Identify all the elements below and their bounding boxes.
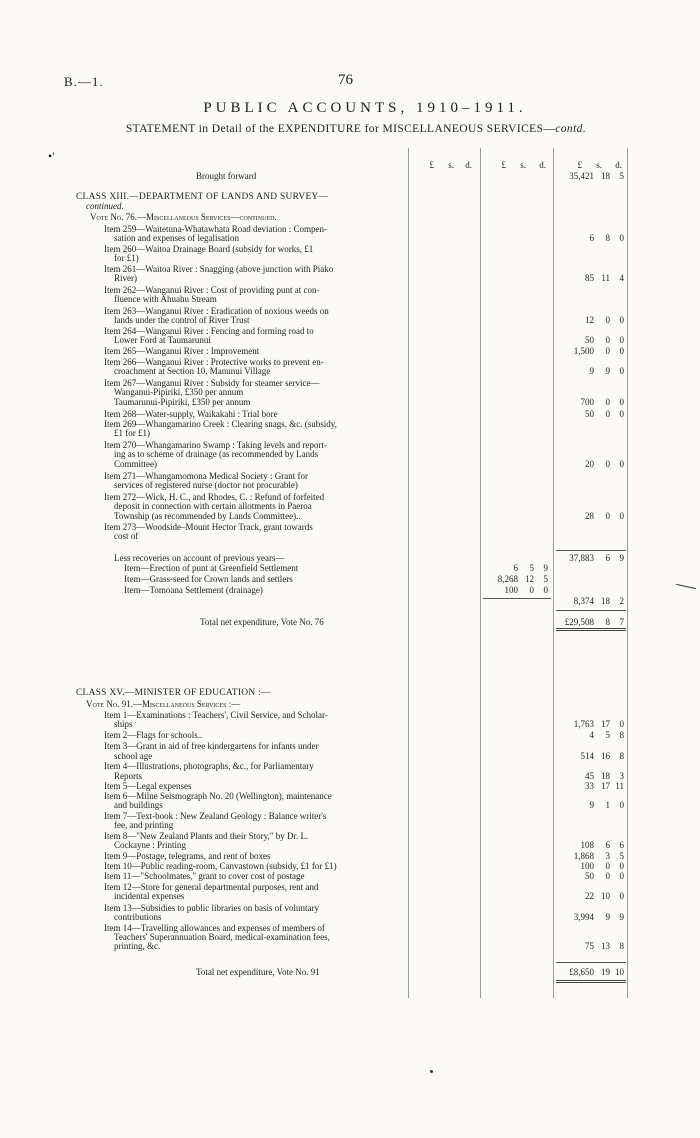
amount-pence: 9 (619, 912, 624, 922)
table-row (0, 596, 700, 607)
row-description: fee, and printing (114, 820, 174, 830)
amount-pounds: 6 (589, 233, 594, 243)
table-row (0, 233, 700, 244)
amount-pence: 11 (615, 781, 624, 791)
amount-pounds: 514 (580, 751, 594, 761)
amount-pence: 0 (619, 800, 624, 810)
row-description: Wanganui-Pipiriki, £350 per annum (114, 387, 244, 397)
amount-pounds: 28 (585, 511, 594, 521)
table-row (0, 699, 700, 710)
amount-shillings: 16 (601, 751, 610, 761)
row-description: £1 for £1) (114, 428, 150, 438)
amount-shillings: 6 (605, 553, 610, 563)
row-description: Item 270—Whangamarino Swamp : Taking levels and report- (104, 440, 327, 450)
amount-shillings: 6 (605, 840, 610, 850)
table-row (0, 820, 700, 831)
row-description: Item 13—Subsidies to public libraries on basis of voluntary (104, 903, 319, 913)
row-description: Item 14—Travelling allowances and expenses of members of (104, 923, 325, 933)
amount-shillings: 0 (605, 871, 610, 881)
amount-pence: 10 (615, 967, 624, 977)
row-description: CLASS XIII.—DEPARTMENT OF LANDS AND SURVEY— (76, 192, 329, 202)
table-row (0, 688, 700, 699)
row-description: Item 9—Postage, telegrams, and rent of boxes (104, 851, 271, 861)
row-description: Cockayne : Printing (114, 840, 186, 850)
amount-shillings: 11 (601, 273, 610, 283)
row-description: and buildings (114, 800, 163, 810)
row-description: Item 264—Wanganui River : Fencing and forming road to (104, 326, 314, 336)
table-row (0, 912, 700, 923)
row-description: lands under the control of River Trust (114, 315, 250, 325)
row-description: for £1) (114, 253, 139, 263)
table-row (0, 335, 700, 346)
row-description: fluence with Ahuahu Stream (114, 294, 217, 304)
sum-rule (483, 598, 551, 599)
amount-shillings: 18 (601, 596, 610, 606)
amount-shillings: 8 (605, 233, 610, 243)
row-description: Item 266—Wanganui River : Protective works to prevent en- (104, 357, 324, 367)
row-description: Taumarunui-Pipiriki, £350 per annum (114, 397, 251, 407)
amount-shillings: 0 (605, 335, 610, 345)
row-description: Lower Ford at Taumarunui (114, 335, 211, 345)
amount-pence: 4 (619, 273, 624, 283)
ink-dot (430, 1070, 433, 1073)
amount-pounds: 9 (589, 800, 594, 810)
row-description: Item 273—Woodside–Mount Hector Track, grant towards (104, 522, 313, 532)
amount-pounds: £29,508 (564, 617, 594, 627)
amount-shillings: 0 (605, 459, 610, 469)
amount-pounds: 12 (585, 315, 594, 325)
table-row (0, 480, 700, 491)
row-description: Item 269—Whangamarino Creek : Clearing snags, &c. (subsidy, (104, 419, 337, 429)
column-header (0, 160, 700, 171)
amount-pence: 0 (619, 861, 624, 871)
amount-pence: 0 (619, 459, 624, 469)
amount-pounds: 20 (585, 459, 594, 469)
row-description: Item 261—Waitoa River : Snagging (above junction with Piako (104, 264, 334, 274)
table-row (0, 511, 700, 522)
row-description: contributions (114, 912, 162, 922)
page-ref: B.—1. (64, 74, 104, 89)
row-description: Item 1—Examinations : Teachers', Civil Service, and Scholar- (104, 710, 328, 720)
row-description: croachment at Section 10, Manunui Village (114, 366, 271, 376)
table-row (0, 273, 700, 284)
amount-pounds: 35,421 (569, 171, 594, 181)
total-rule (556, 628, 626, 631)
table-row (0, 585, 700, 596)
amount-shillings: 9 (605, 912, 610, 922)
row-description: incidental expenses (114, 891, 185, 901)
margin-mark: •' (48, 149, 55, 163)
sum-rule (556, 550, 626, 551)
amount-pence: 0 (619, 511, 624, 521)
row-description: Item 3—Grant in aid of free kindergartens for infants under (104, 741, 319, 751)
amount-pounds: 108 (580, 840, 594, 850)
table-row (0, 201, 700, 212)
row-description: Committee) (114, 459, 157, 469)
amount-pence: 8 (619, 751, 624, 761)
amount-pence: 0 (619, 397, 624, 407)
amount-pence: 8 (619, 941, 624, 951)
table-row (0, 574, 700, 585)
col-d-3: d. (615, 160, 622, 170)
row-description: Reports (114, 771, 142, 781)
amount-shillings: 19 (601, 967, 610, 977)
row-description: Brought forward (196, 171, 257, 181)
row-description: Item 272—Wick, H. C., and Rhodes, C. : Refund of forfeited (104, 492, 325, 502)
amount-shillings: 0 (605, 861, 610, 871)
row-description: Vote No. 76.—Miscellaneous Services—continued. (90, 212, 277, 222)
mid-pence: 0 (543, 585, 548, 595)
row-description: Item 10—Public reading-room, Canvastown (subsidy, £1 for £1) (104, 861, 337, 871)
subtitle-main: STATEMENT in Detail of the EXPENDITURE for MISCELLANEOUS SERVICES— (125, 123, 556, 135)
table-row (0, 941, 700, 952)
col-l-2: £ (501, 160, 506, 170)
row-description: services of registered nurse (doctor not procurable) (114, 480, 298, 490)
mid-pounds: 8,268 (497, 574, 518, 584)
row-description: Total net expenditure, Vote No. 76 (200, 617, 324, 627)
row-description: Item 267—Wanganui River : Subsidy for steamer service— (104, 378, 320, 388)
row-description: sation and expenses of legalisation (114, 233, 239, 243)
table-row (0, 730, 700, 741)
amount-pounds: 8,374 (573, 596, 594, 606)
amount-pounds: 3,994 (573, 912, 594, 922)
amount-pence: 7 (619, 617, 624, 627)
table-row (0, 531, 700, 542)
page-subtitle (0, 123, 700, 135)
col-l-1: £ (429, 160, 434, 170)
row-description: Less recoveries on account of previous years— (114, 553, 285, 563)
amount-shillings: 18 (601, 771, 610, 781)
table-row (0, 800, 700, 811)
amount-shillings: 1 (605, 800, 610, 810)
amount-pence: 0 (619, 719, 624, 729)
row-description: ing as to scheme of drainage (as recommended by Lands (114, 449, 319, 459)
amount-shillings: 18 (601, 171, 610, 181)
table-row (0, 967, 700, 978)
page-title: PUBLIC ACCOUNTS, 1910–1911. (203, 100, 527, 116)
row-description: Item—Erection of punt at Greenfield Settlement (124, 563, 299, 573)
amount-pounds: 37,883 (569, 553, 594, 563)
amount-pounds: 700 (580, 397, 594, 407)
table-row (0, 212, 700, 223)
row-description: Vote No. 91.—Miscellaneous Services :— (86, 699, 241, 709)
subtitle-contd: contd. (555, 123, 587, 135)
amount-pence: 0 (619, 871, 624, 881)
mid-pence: 5 (543, 574, 548, 584)
amount-shillings: 3 (605, 851, 610, 861)
amount-shillings: 0 (605, 511, 610, 521)
mid-shillings: 5 (529, 563, 534, 573)
row-description: continued. (86, 201, 124, 211)
row-description: CLASS XV.—MINISTER OF EDUCATION :— (76, 688, 271, 698)
row-description: Item 7—Text-book : New Zealand Geology : Balance writer's (104, 811, 327, 821)
total-rule (556, 980, 626, 983)
row-description: Item 12—Store for general departmental purposes, rent and (104, 882, 319, 892)
row-description: deposit in connection with certain allotments in Paeroa (114, 501, 312, 511)
table-row (0, 871, 700, 882)
row-description: Item—Tomoana Settlement (drainage) (124, 585, 263, 595)
amount-pence: 2 (619, 596, 624, 606)
table-row (0, 315, 700, 326)
col-d-1: d. (465, 160, 472, 170)
table-row (0, 719, 700, 730)
amount-pence: 3 (619, 771, 624, 781)
row-description: Township (as recommended by Lands Committee).. (114, 511, 301, 521)
amount-pounds: 50 (585, 871, 594, 881)
amount-shillings: 10 (601, 891, 610, 901)
col-s-3: s. (596, 160, 602, 170)
amount-pounds: £8,650 (569, 967, 594, 977)
mid-pence: 9 (543, 563, 548, 573)
amount-shillings: 0 (605, 315, 610, 325)
mid-shillings: 0 (529, 585, 534, 595)
page-number: 76 (338, 72, 353, 88)
table-row (0, 617, 700, 628)
row-description: Item 11—"Schoolmates," grant to cover cost of postage (104, 871, 305, 881)
amount-pence: 0 (619, 346, 624, 356)
amount-shillings: 17 (601, 719, 610, 729)
col-l-3: £ (577, 160, 582, 170)
row-description: printing, &c. (114, 941, 161, 951)
table-row (0, 891, 700, 902)
amount-pounds: 1,868 (573, 851, 594, 861)
row-description: Item—Grass-seed for Crown lands and settlers (124, 574, 293, 584)
amount-pounds: 50 (585, 409, 594, 419)
row-description: Item 263—Wanganui River : Eradication of noxious weeds on (104, 306, 329, 316)
row-description: Item 271—Whangamomona Medical Society : Grant for (104, 471, 308, 481)
row-description: Total net expenditure, Vote No. 91 (196, 967, 320, 977)
amount-pounds: 4 (589, 730, 594, 740)
table-row (0, 366, 700, 377)
amount-pence: 0 (619, 891, 624, 901)
col-s-2: s. (520, 160, 526, 170)
amount-pence: 0 (619, 233, 624, 243)
mid-shillings: 12 (525, 574, 534, 584)
row-description: Item 6—Milne Seismograph No. 20 (Wellington), maintenance (104, 791, 332, 801)
row-description: Item 265—Wanganui River : Improvement (104, 346, 260, 356)
amount-pence: 0 (619, 335, 624, 345)
amount-shillings: 0 (605, 346, 610, 356)
row-description: Teachers' Superannuation Board, medical-examination fees, (114, 932, 330, 942)
row-description: Item 2—Flags for schools.. (104, 730, 203, 740)
row-description: Item 262—Wanganui River : Cost of providing punt at con- (104, 285, 320, 295)
amount-pounds: 33 (585, 781, 594, 791)
col-d-2: d. (539, 160, 546, 170)
amount-shillings: 9 (605, 366, 610, 376)
amount-shillings: 0 (605, 397, 610, 407)
amount-pounds: 1,763 (573, 719, 594, 729)
amount-pence: 8 (619, 730, 624, 740)
row-description: Item 260—Waitoa Drainage Board (subsidy for works, £1 (104, 244, 314, 254)
table-row (0, 253, 700, 264)
table-row (0, 459, 700, 470)
amount-pounds: 85 (585, 273, 594, 283)
row-description: Item 5—Legal expenses (104, 781, 192, 791)
row-description: cost of (114, 531, 139, 541)
amount-pence: 5 (619, 851, 624, 861)
amount-shillings: 13 (601, 941, 610, 951)
amount-shillings: 8 (605, 617, 610, 627)
table-row (0, 346, 700, 357)
table-row (0, 563, 700, 574)
table-row (0, 171, 700, 182)
amount-pence: 5 (619, 171, 624, 181)
col-s-1: s. (448, 160, 454, 170)
amount-shillings: 5 (605, 730, 610, 740)
table-row (0, 294, 700, 305)
row-description: Item 8—"New Zealand Plants and their Story," by Dr. L. (104, 831, 309, 841)
amount-pence: 6 (619, 840, 624, 850)
amount-pence: 0 (619, 409, 624, 419)
row-description: school age (114, 751, 153, 761)
table-row (0, 840, 700, 851)
table-row (0, 397, 700, 408)
sum-rule (556, 962, 626, 963)
amount-shillings: 0 (605, 409, 610, 419)
sum-rule (556, 610, 626, 611)
row-description: Item 259—Waitetuna-Whatawhata Road deviation : Compen- (104, 224, 327, 234)
amount-pounds: 45 (585, 771, 594, 781)
amount-shillings: 17 (601, 781, 610, 791)
row-description: River) (114, 273, 137, 283)
amount-pence: 0 (619, 366, 624, 376)
amount-pounds: 75 (585, 941, 594, 951)
amount-pence: 9 (619, 553, 624, 563)
mid-pounds: 6 (513, 563, 518, 573)
mid-pounds: 100 (504, 585, 518, 595)
row-description: ships (114, 719, 133, 729)
row-description: Item 4—Illustrations, photographs, &c., for Parliamentary (104, 761, 314, 771)
amount-pounds: 50 (585, 335, 594, 345)
row-description: Item 268—Water-supply, Waikakahi : Trial bore (104, 409, 278, 419)
amount-pounds: 1,500 (573, 346, 594, 356)
table-row (0, 428, 700, 439)
amount-pounds: 22 (585, 891, 594, 901)
amount-pence: 0 (619, 315, 624, 325)
amount-pounds: 9 (589, 366, 594, 376)
amount-pounds: 100 (580, 861, 594, 871)
